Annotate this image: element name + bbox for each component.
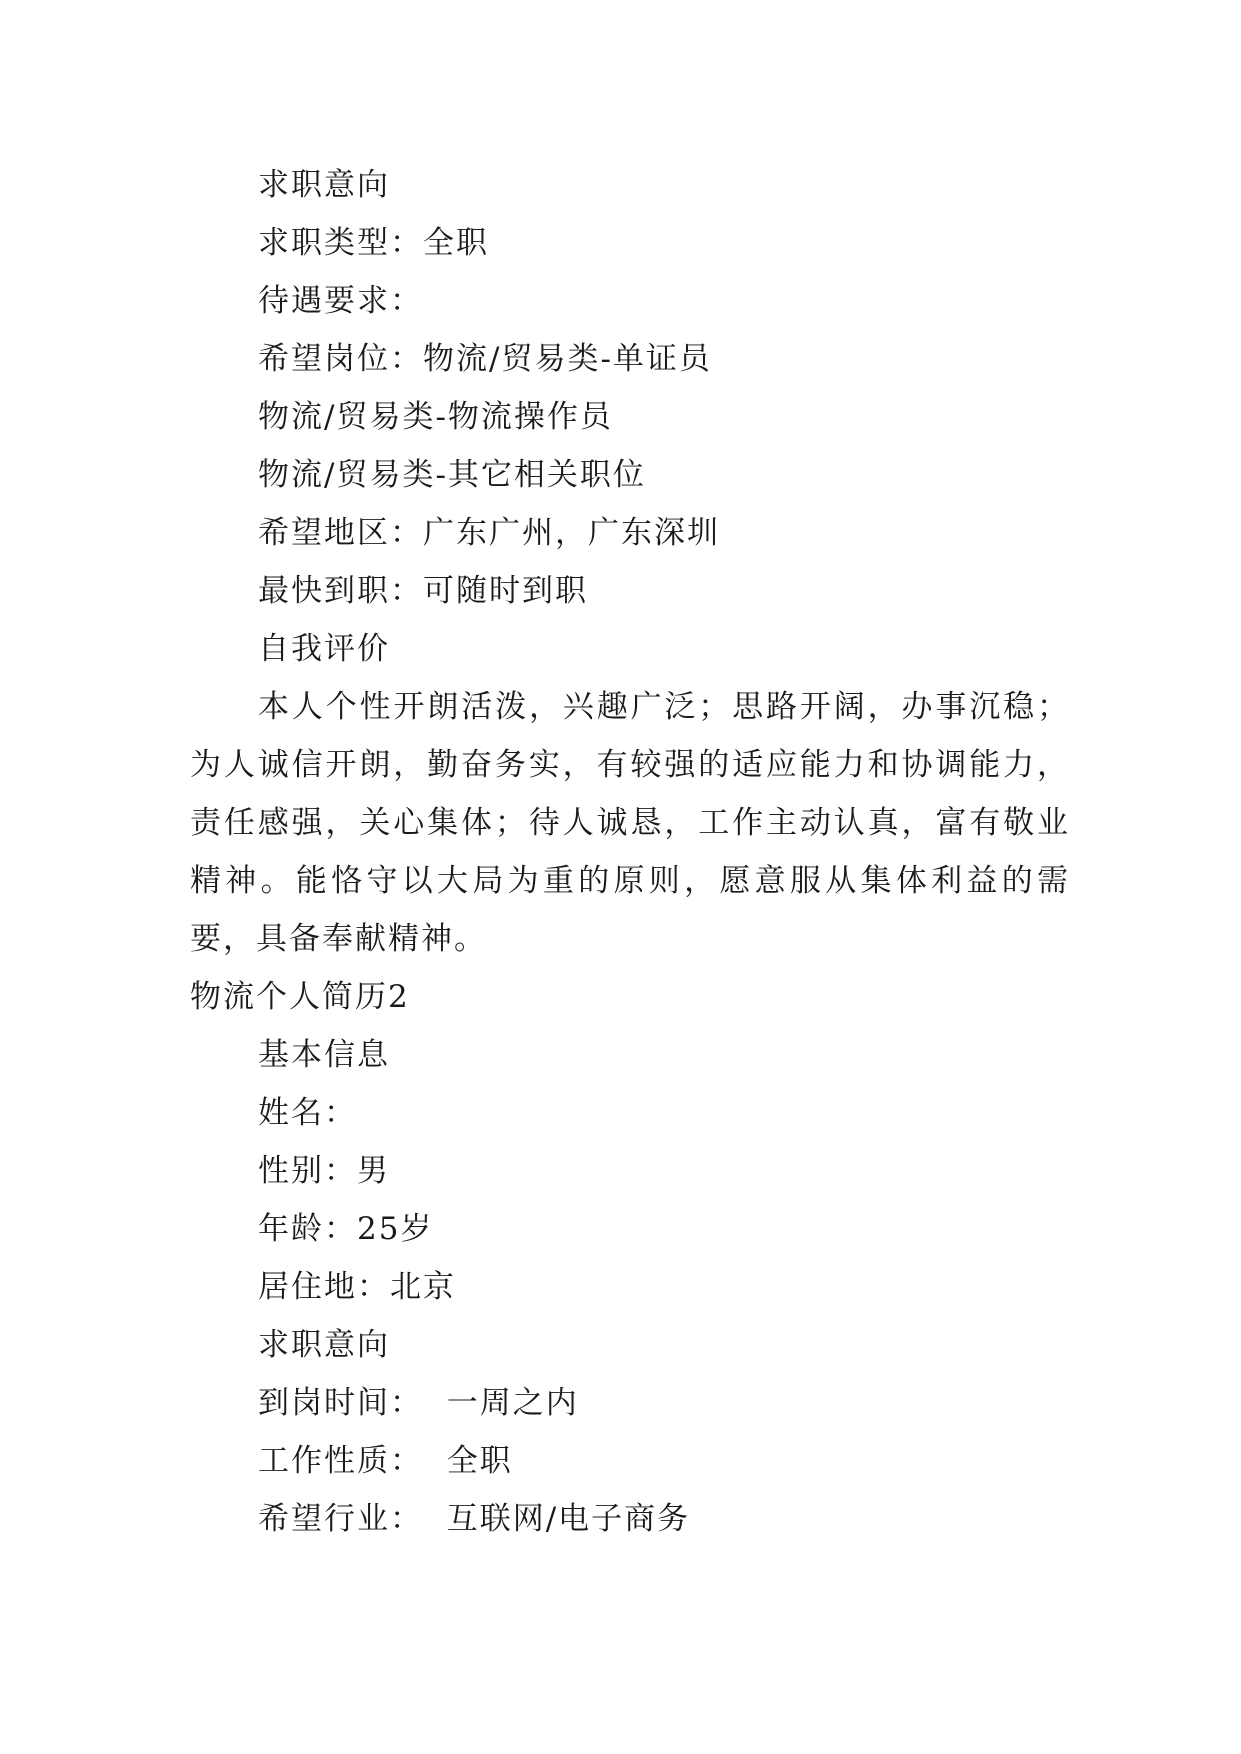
self-evaluation-heading: 自我评价 <box>258 631 390 667</box>
work-nature-line: 工作性质： 全职 <box>258 1443 513 1479</box>
job-intent-heading-2: 求职意向 <box>258 1327 390 1363</box>
basic-info-heading: 基本信息 <box>258 1037 390 1073</box>
desired-position-line: 希望岗位：物流/贸易类-单证员 <box>258 341 712 377</box>
name-line: 姓名： <box>258 1095 357 1131</box>
gender-line: 性别：男 <box>258 1153 390 1189</box>
job-type-line: 求职类型：全职 <box>258 225 489 261</box>
desired-region-line: 希望地区：广东广州，广东深圳 <box>258 515 720 551</box>
resume-2-title: 物流个人简历2 <box>190 979 410 1015</box>
self-evaluation-paragraph: 本人个性开朗活泼，兴趣广泛；思路开阔，办事沉稳；为人诚信开朗，勤奋务实，有较强的适应能力和协调能力，责任感强，关心集体；待人诚恳，工作主动认真，富有敬业精神。能恪守以大局为重的原则，愿意服从集体利益的需要，具备奉献精神。 <box>190 689 1070 957</box>
salary-line: 待遇要求： <box>258 283 423 319</box>
position-line: 物流/贸易类-物流操作员 <box>258 399 613 435</box>
start-date-line: 最快到职：可随时到职 <box>258 573 588 609</box>
job-intent-heading: 求职意向 <box>258 167 390 203</box>
desired-industry-line: 希望行业： 互联网/电子商务 <box>258 1501 691 1537</box>
arrival-time-line: 到岗时间： 一周之内 <box>258 1385 579 1421</box>
position-line: 物流/贸易类-其它相关职位 <box>258 457 646 493</box>
residence-line: 居住地：北京 <box>258 1269 456 1305</box>
age-line: 年龄：25岁 <box>258 1211 434 1247</box>
